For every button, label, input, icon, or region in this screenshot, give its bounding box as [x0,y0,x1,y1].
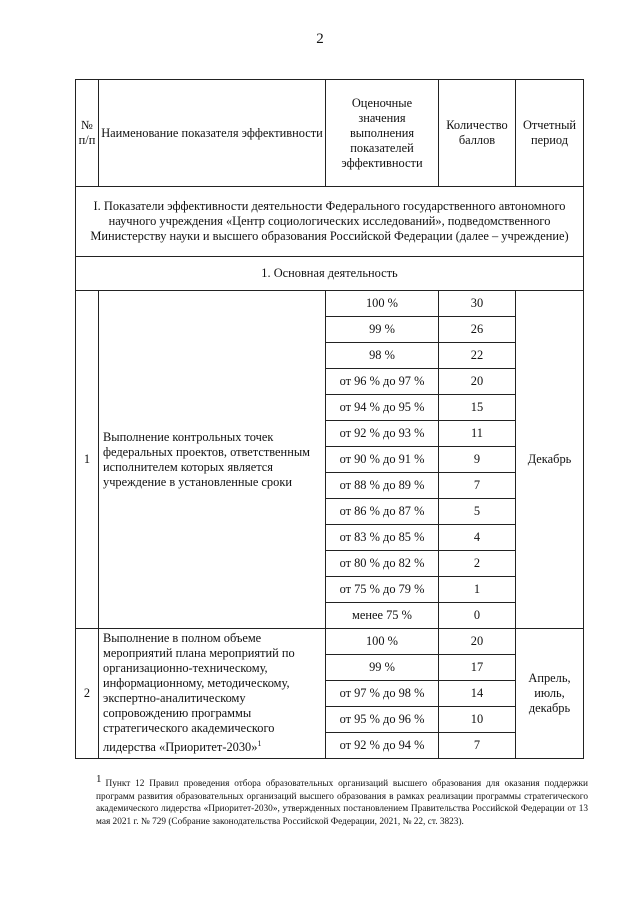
value-cell: от 97 % до 98 % [326,681,439,707]
section-title: I. Показатели эффективности деятельности Федерального государственного автономного научного учреждения «Центр социологических исследований», подведомственного Министерству науки и высшего образования Российской Федерации (далее – учреждение) [76,187,584,257]
header-num: № п/п [76,80,99,187]
value-cell: от 75 % до 79 % [326,577,439,603]
period-cell: Апрель, июль, декабрь [516,629,584,759]
value-cell: от 92 % до 94 % [326,733,439,759]
value-cell: от 94 % до 95 % [326,395,439,421]
footnote-ref: 1 [257,739,262,749]
value-cell: от 83 % до 85 % [326,525,439,551]
points-cell: 17 [439,655,516,681]
indicator-num: 2 [76,629,99,759]
table-row [76,629,584,655]
header-values: Оценочные значения выполнения показателей эффективности [326,80,439,187]
points-cell: 10 [439,707,516,733]
header-name: Наименование показателя эффективности [99,80,326,187]
points-cell: 20 [439,629,516,655]
points-cell: 9 [439,447,516,473]
period-cell: Декабрь [516,291,584,629]
points-cell: 20 [439,369,516,395]
points-cell: 26 [439,317,516,343]
value-cell: 100 % [326,291,439,317]
indicator-name [99,291,326,629]
value-cell: от 86 % до 87 % [326,499,439,525]
value-cell: менее 75 % [326,603,439,629]
subsection-title: 1. Основная деятельность [76,257,584,291]
value-cell: 100 % [326,629,439,655]
value-cell: 98 % [326,343,439,369]
points-cell: 7 [439,473,516,499]
value-cell: от 96 % до 97 % [326,369,439,395]
table-row [76,291,584,317]
indicator-name [99,629,326,759]
indicators-table [75,79,584,759]
value-cell: 99 % [326,317,439,343]
indicator-name-text: Выполнение в полном объеме мероприятий плана мероприятий по организационно-техническому, информационному, методическому, экспертно-аналитическому сопровождению программы стратегического академического лидерства «Приоритет-2030» [103,631,295,755]
header-points: Количество баллов [439,80,516,187]
value-cell: от 80 % до 82 % [326,551,439,577]
table-header-row [76,80,584,187]
points-cell: 30 [439,291,516,317]
points-cell: 11 [439,421,516,447]
indicator-num: 1 [76,291,99,629]
points-cell: 2 [439,551,516,577]
value-cell: от 95 % до 96 % [326,707,439,733]
footnote-mark: 1 [96,772,102,785]
section-row [76,187,584,257]
points-cell: 0 [439,603,516,629]
page-number: 2 [316,31,324,47]
value-cell: от 88 % до 89 % [326,473,439,499]
points-cell: 5 [439,499,516,525]
footnote-text: Пункт 12 Правил проведения отбора образовательных организаций высшего образования для оказания поддержки программ развития образовательных организаций высшего образования в рамках реализации программы стратегического академического лидерства «Приоритет-2030», утвержденных постановлением Правительства Российской Федерации от 13 мая 2021 г. № 729 (Собрание законодательства Российской Федерации, 2021, № 22, ст. 3823). [96,779,588,827]
points-cell: 1 [439,577,516,603]
value-cell: 99 % [326,655,439,681]
points-cell: 7 [439,733,516,759]
subsection-row [76,257,584,291]
points-cell: 15 [439,395,516,421]
indicator-name-text: Выполнение контрольных точек федеральных проектов, ответственным исполнителем которых является учреждение в установленные сроки [103,429,310,489]
header-period: Отчетный период [516,80,584,187]
footnote [96,772,588,828]
points-cell: 14 [439,681,516,707]
value-cell: от 90 % до 91 % [326,447,439,473]
points-cell: 4 [439,525,516,551]
value-cell: от 92 % до 93 % [326,421,439,447]
points-cell: 22 [439,343,516,369]
